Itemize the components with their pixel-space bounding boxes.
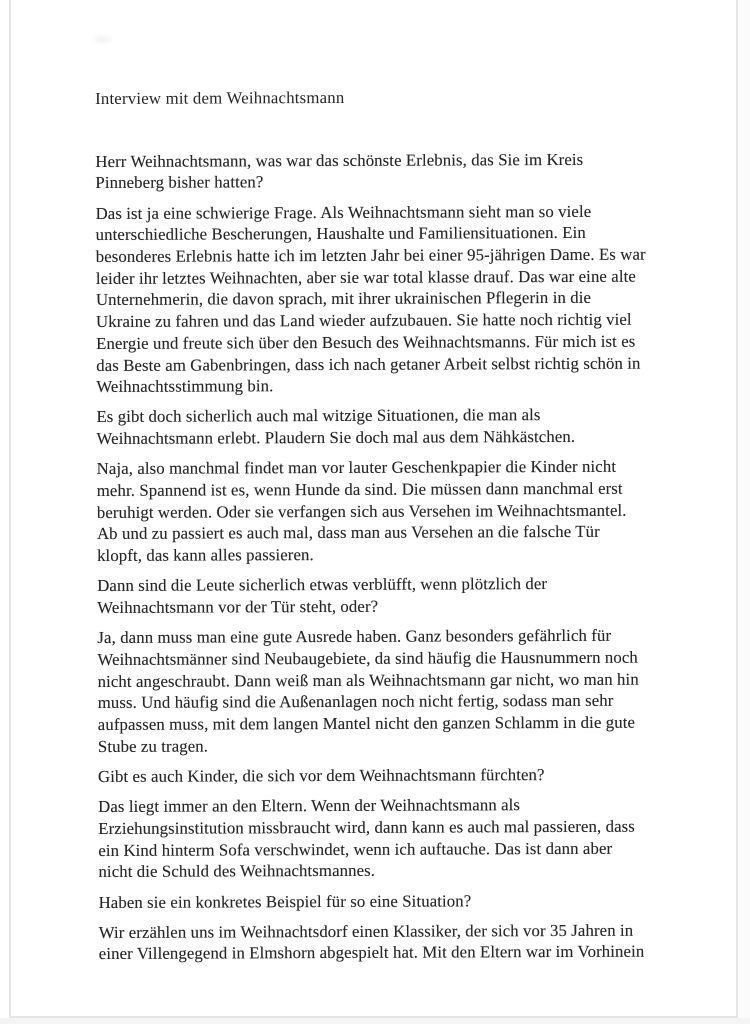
question-paragraph: Herr Weihnachtsmann, was war das schönste Erlebnis, das Sie im Kreis Pinneberg bisher hatten?	[95, 149, 584, 193]
question-paragraph: Dann sind die Leute sicherlich etwas verblüfft, wenn plötzlich der Weihnachtsmann vor der Tür steht, oder?	[97, 574, 548, 618]
paper-edge-left	[9, 0, 11, 1017]
scanner-background-bottom	[0, 1018, 750, 1024]
document-title: Interview mit dem Weihnachtsmann	[95, 87, 345, 108]
answer-paragraph: Das ist ja eine schwierige Frage. Als Weihnachtsmann sieht man so viele unterschiedliche Bescherungen, Haushalte und Familiensituationen. Ein besonderes Erlebnis hatte ich im letzten Jahr bei einer 95-jährigen Dame. Es war leider ihr letztes Weihnachten, aber sie war total klasse drauf. Das war eine alte Unternehmerin, die davon sprach, mit ihrer ukrainischen Pflegerin in die Ukraine zu fahren und das Land wieder aufzubauen. Sie hatte noch richtig viel Energie und freute sich über den Besuch des Weihnachtsmanns. Für mich ist es das Beste am Gabenbringen, dass ich nach getaner Arbeit selbst richtig schön in Weihnachtsstimmung bin.	[95, 201, 646, 397]
answer-paragraph: Wir erzählen uns im Weihnachtsdorf einen Klassiker, der sich vor 35 Jahren in einer Villengegend in Elmshorn abgespielt hat. Mit den Eltern war im Vorhinein	[98, 920, 645, 964]
scan-smudge-artifact	[94, 36, 110, 43]
question-paragraph: Haben sie ein konkretes Beispiel für so eine Situation?	[98, 890, 472, 912]
answer-paragraph: Das liegt immer an den Eltern. Wenn der Weihnachtsmann als Erziehungsinstitution missbraucht wird, dann kann es auch mal passieren, dass ein Kind hinterm Sofa verschwindet, wenn ich auftauche. Das ist dann aber nicht die Schuld des Weihnachtsmannes.	[98, 795, 635, 882]
question-paragraph: Es gibt doch sicherlich auch mal witzige Situationen, die man als Weihnachtsmann erlebt. Plaudern Sie doch mal aus dem Nähkästchen.	[96, 405, 576, 449]
document-content	[95, 85, 709, 973]
answer-paragraph: Naja, also manchmal findet man vor lauter Geschenkpapier die Kinder nicht mehr. Spannend ist es, wenn Hunde da sind. Die müssen dann manchmal erst beruhigt werden. Oder sie verfangen sich aus Versehen im Weihnachtsmantel. Ab und zu passiert es auch mal, dass man aus Versehen an die falsche Tür klopft, das kann alles passieren.	[96, 457, 627, 566]
scanner-background-right	[738, 0, 750, 1024]
question-paragraph: Gibt es auch Kinder, die sich vor dem Weihnachtsmann fürchten?	[97, 765, 545, 786]
answer-paragraph: Ja, dann muss man eine gute Ausrede haben. Ganz besonders gefährlich für Weihnachtsmänner sind Neubaugebiete, da sind häufig die Hausnummern noch nicht angeschraubt. Dann weiß man als Weihnachtsmann gar nicht, wo man hin muss. Und häufig sind die Außenanlagen noch nicht fertig, sodass man sehr aufpassen muss, mit dem langen Mantel nicht den ganzen Schlamm in die gute Stube zu tragen.	[97, 626, 639, 756]
